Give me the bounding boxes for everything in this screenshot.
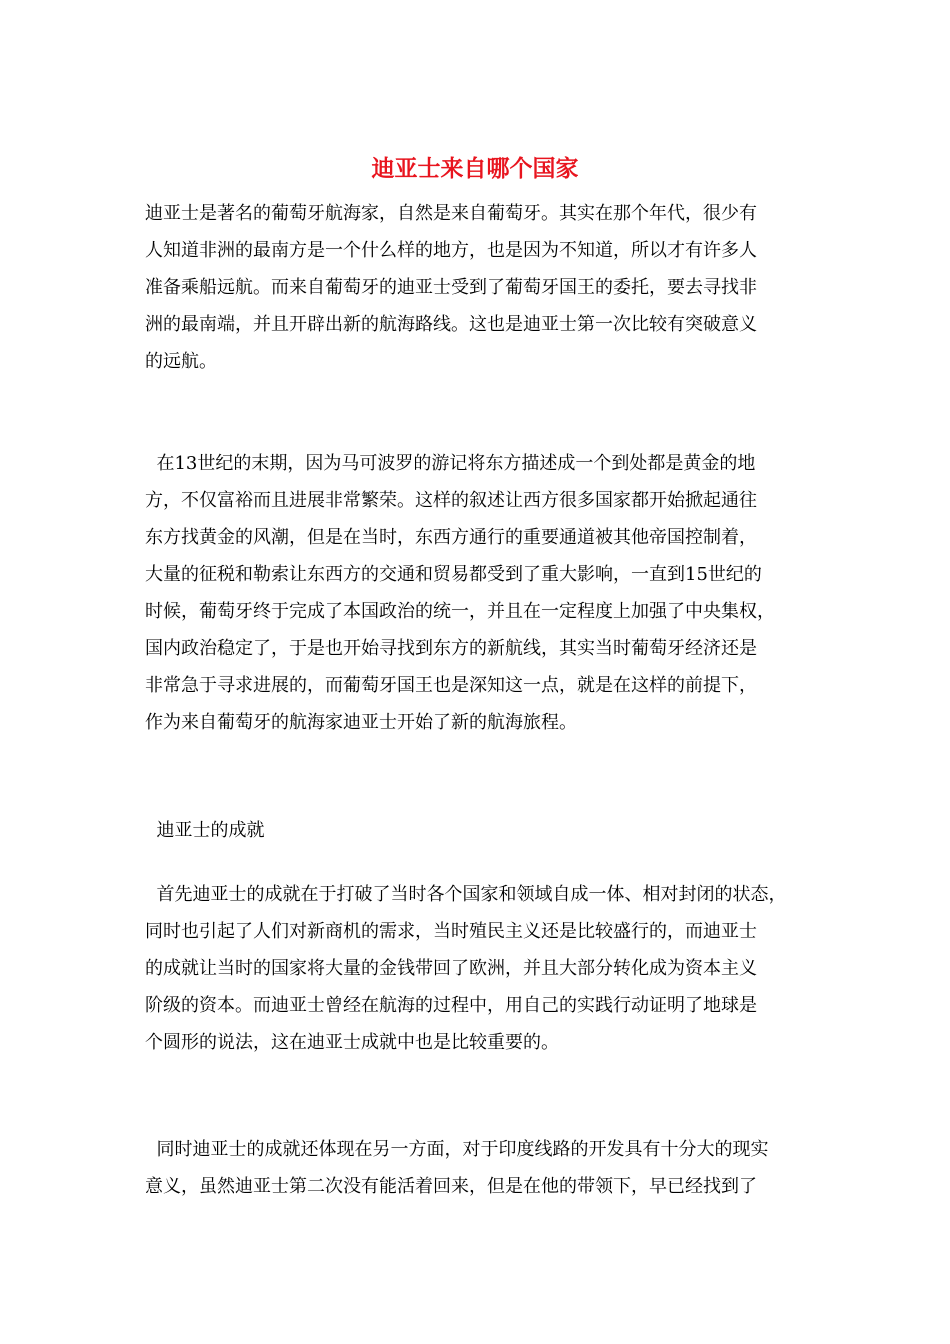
paragraph-line: 东方找黄金的风潮，但是在当时，东西方通行的重要通道被其他帝国控制着， <box>145 527 757 548</box>
paragraph-line: 时候，葡萄牙终于完成了本国政治的统一，并且在一定程度上加强了中央集权， <box>145 601 775 622</box>
paragraph-line: 的远航。 <box>145 351 217 372</box>
paragraph-4 <box>145 1131 815 1205</box>
paragraph-1 <box>145 195 815 380</box>
paragraph-line: 的成就让当时的国家将大量的金钱带回了欧洲，并且大部分转化成为资本主义 <box>145 958 757 979</box>
paragraph-line: 在13世纪的末期，因为马可波罗的游记将东方描述成一个到处都是黄金的地 <box>145 453 756 474</box>
paragraph-line: 个圆形的说法，这在迪亚士成就中也是比较重要的。 <box>145 1032 559 1053</box>
paragraph-line: 同时也引起了人们对新商机的需求，当时殖民主义还是比较盛行的，而迪亚士 <box>145 921 757 942</box>
paragraph-line: 意义，虽然迪亚士第二次没有能活着回来，但是在他的带领下，早已经找到了 <box>145 1176 757 1197</box>
paragraph-line: 国内政治稳定了，于是也开始寻找到东方的新航线，其实当时葡萄牙经济还是 <box>145 638 757 659</box>
paragraph-line: 迪亚士是著名的葡萄牙航海家，自然是来自葡萄牙。其实在那个年代，很少有 <box>145 203 757 224</box>
paragraph-line: 大量的征税和勒索让东西方的交通和贸易都受到了重大影响，一直到15世纪的 <box>145 564 762 585</box>
section-heading: 迪亚士的成就 <box>145 820 265 841</box>
paragraph-line: 作为来自葡萄牙的航海家迪亚士开始了新的航海旅程。 <box>145 712 577 733</box>
paragraph-line: 同时迪亚士的成就还体现在另一方面，对于印度线路的开发具有十分大的现实 <box>145 1139 769 1160</box>
paragraph-line: 阶级的资本。而迪亚士曾经在航海的过程中，用自己的实践行动证明了地球是 <box>145 995 757 1016</box>
document-title: 迪亚士来自哪个国家 <box>371 155 579 182</box>
paragraph-line: 人知道非洲的最南方是一个什么样的地方，也是因为不知道，所以才有许多人 <box>145 240 757 261</box>
paragraph-3 <box>145 876 815 1061</box>
paragraph-line: 洲的最南端，并且开辟出新的航海路线。这也是迪亚士第一次比较有突破意义 <box>145 314 757 335</box>
paragraph-line: 准备乘船远航。而来自葡萄牙的迪亚士受到了葡萄牙国王的委托，要去寻找非 <box>145 277 757 298</box>
paragraph-2 <box>145 445 815 741</box>
paragraph-line: 首先迪亚士的成就在于打破了当时各个国家和领域自成一体、相对封闭的状态， <box>145 884 787 905</box>
paragraph-line: 非常急于寻求进展的，而葡萄牙国王也是深知这一点，就是在这样的前提下， <box>145 675 757 696</box>
paragraph-line: 方，不仅富裕而且进展非常繁荣。这样的叙述让西方很多国家都开始掀起通往 <box>145 490 757 511</box>
